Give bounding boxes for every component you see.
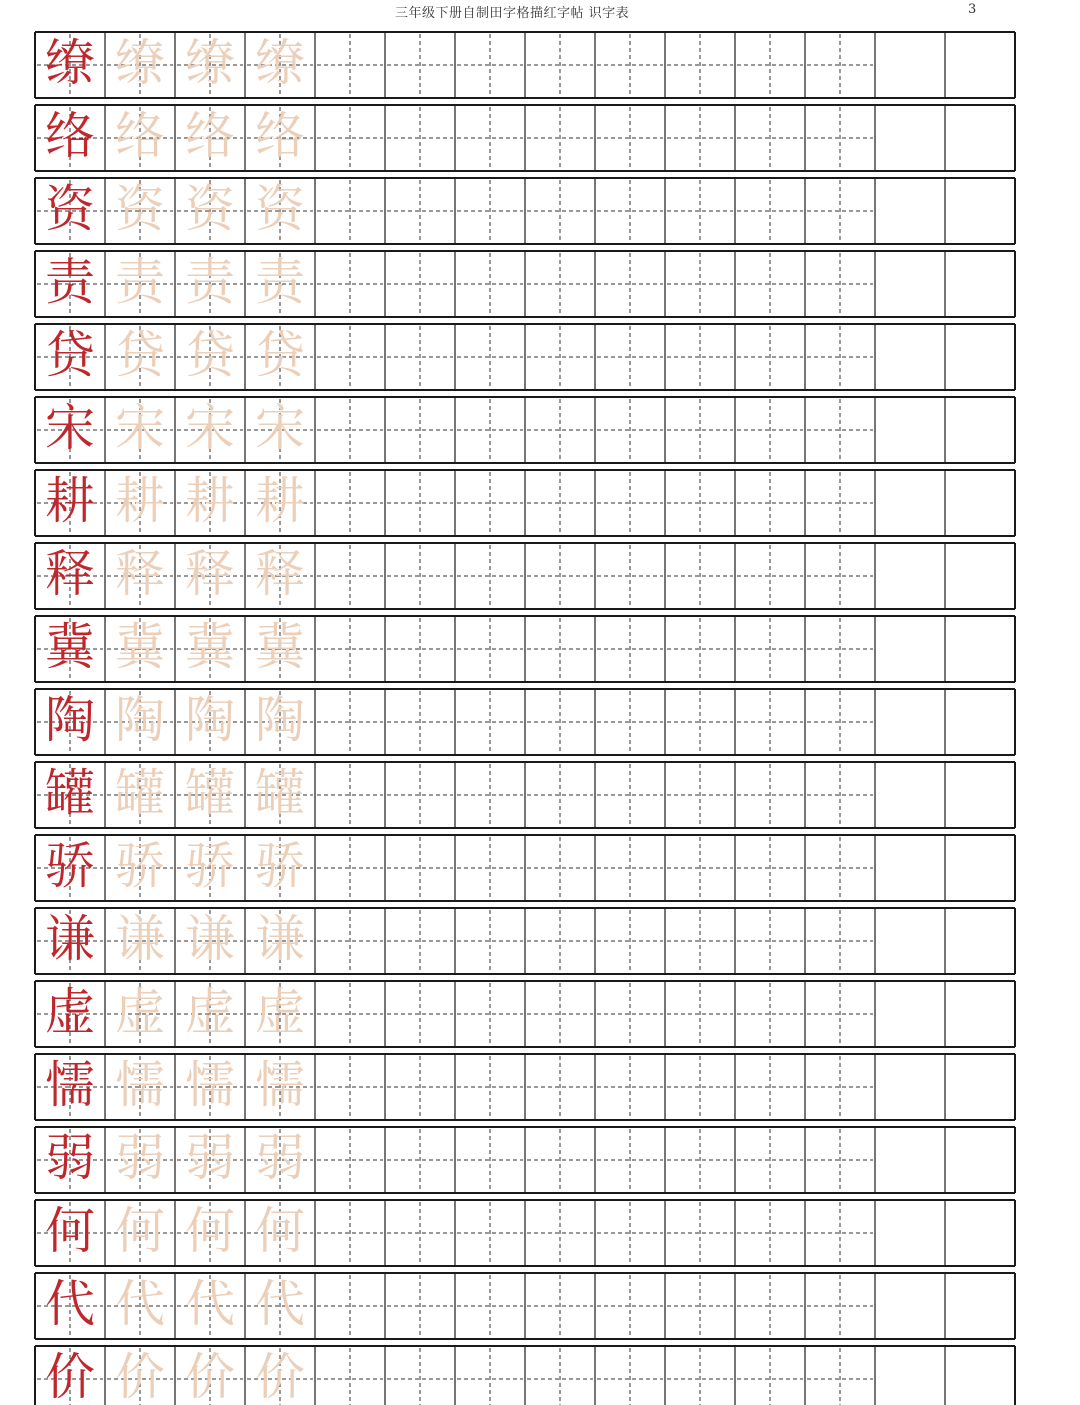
trace-character: 责 [185,253,235,311]
trace-character: 宋 [185,399,235,457]
trace-character: 弱 [115,1129,165,1187]
trace-character: 代 [255,1275,305,1333]
trace-character: 何 [185,1202,235,1260]
model-character: 冀 [45,618,95,676]
trace-character: 懦 [115,1056,165,1114]
model-character: 责 [45,253,95,311]
trace-character: 罐 [115,764,165,822]
model-character: 代 [45,1275,95,1333]
model-character: 缭 [45,34,95,92]
worksheet-title: 三年级下册自制田字格描红字帖 识字表 [395,6,630,21]
trace-character: 谦 [255,910,305,968]
trace-character: 虚 [255,983,305,1041]
trace-character: 资 [185,180,235,238]
trace-character: 宋 [115,399,165,457]
trace-character: 陶 [185,691,235,749]
trace-character: 络 [185,107,235,165]
trace-character: 懦 [255,1056,305,1114]
trace-character: 贷 [115,326,165,384]
trace-character: 骄 [255,837,305,895]
trace-character: 代 [115,1275,165,1333]
trace-character: 何 [115,1202,165,1260]
trace-character: 虚 [115,983,165,1041]
model-character: 陶 [45,691,95,749]
trace-character: 耕 [115,472,165,530]
model-character: 懦 [45,1056,95,1114]
trace-character: 责 [115,253,165,311]
trace-character: 何 [255,1202,305,1260]
model-character: 资 [45,180,95,238]
trace-character: 骄 [185,837,235,895]
trace-character: 缭 [185,34,235,92]
model-character: 骄 [45,837,95,895]
model-character: 释 [45,545,95,603]
trace-character: 责 [255,253,305,311]
model-character: 弱 [45,1129,95,1187]
trace-character: 资 [115,180,165,238]
model-character: 耕 [45,472,95,530]
model-character: 络 [45,107,95,165]
trace-character: 贷 [185,326,235,384]
trace-character: 缭 [255,34,305,92]
model-character: 宋 [45,399,95,457]
trace-character: 价 [255,1348,305,1405]
trace-character: 虚 [185,983,235,1041]
trace-character: 释 [115,545,165,603]
trace-character: 释 [185,545,235,603]
model-character: 贷 [45,326,95,384]
trace-character: 罐 [255,764,305,822]
trace-character: 谦 [185,910,235,968]
trace-character: 谦 [115,910,165,968]
model-character: 虚 [45,983,95,1041]
model-character: 何 [45,1202,95,1260]
trace-character: 耕 [185,472,235,530]
page-number: 3 [968,2,977,17]
trace-character: 弱 [185,1129,235,1187]
trace-character: 冀 [185,618,235,676]
trace-character: 冀 [255,618,305,676]
trace-character: 弱 [255,1129,305,1187]
trace-character: 罐 [185,764,235,822]
trace-character: 骄 [115,837,165,895]
trace-character: 络 [115,107,165,165]
model-character: 罐 [45,764,95,822]
trace-character: 耕 [255,472,305,530]
trace-character: 冀 [115,618,165,676]
trace-character: 络 [255,107,305,165]
trace-character: 陶 [115,691,165,749]
model-character: 价 [45,1348,95,1405]
trace-character: 陶 [255,691,305,749]
trace-character: 价 [115,1348,165,1405]
trace-character: 代 [185,1275,235,1333]
trace-character: 价 [185,1348,235,1405]
trace-character: 释 [255,545,305,603]
trace-character: 宋 [255,399,305,457]
model-character: 谦 [45,910,95,968]
trace-character: 贷 [255,326,305,384]
trace-character: 资 [255,180,305,238]
trace-character: 懦 [185,1056,235,1114]
trace-character: 缭 [115,34,165,92]
